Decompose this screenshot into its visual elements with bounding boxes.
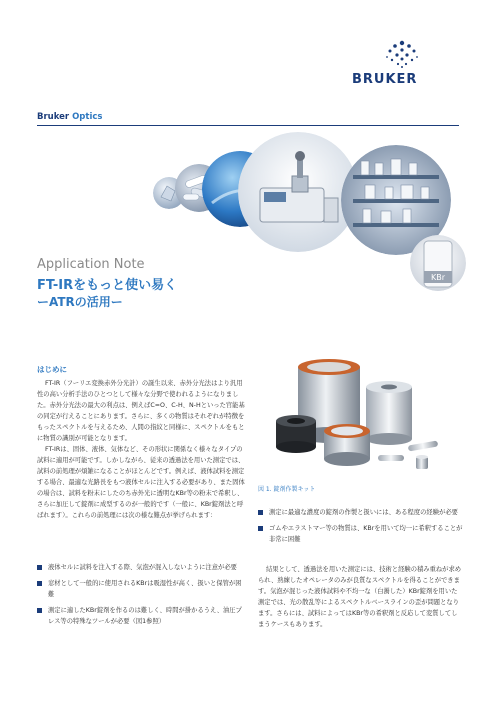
pellet-kit-figure xyxy=(258,357,458,477)
figure-caption: 図 1. 錠剤作製キット xyxy=(258,486,316,493)
list-item: 液体セルに試料を注入する際、気泡が混入しないように注意が必要 xyxy=(37,562,247,573)
company-name xyxy=(37,112,102,122)
list-item: 窓材として一般的に使用されるKBrは吸湿性が高く、扱いと保管が困難 xyxy=(37,578,247,600)
kbr-label: KBr xyxy=(430,273,446,282)
list-item: ゴムやエラストマー等の物質は、KBrを用いて均一に希釈することが非常に困難 xyxy=(258,523,463,545)
conclusion-paragraph xyxy=(258,564,463,630)
brand-wordmark: BRUKER xyxy=(352,72,418,87)
intro-paragraph-1 xyxy=(37,378,247,444)
list-item: 測定に適したKBr錠剤を作るのは難しく、時間が掛かるうえ、油圧プレス等の特殊なツールが必要（図1参照） xyxy=(37,605,247,627)
company-prefix: Bruker xyxy=(37,112,70,122)
kbr-bottle-image xyxy=(410,235,466,291)
drawbacks-list-left xyxy=(37,562,247,632)
section-heading: はじめに xyxy=(37,365,67,374)
list-item: 測定に最適な濃度の錠剤の作製と扱いには、ある程度の経験が必要 xyxy=(258,507,463,518)
spectrometer-image xyxy=(238,132,358,252)
page-subtitle: ーATRの活用ー xyxy=(37,295,123,309)
drawbacks-list-right xyxy=(258,507,463,550)
intro-paragraph-2 xyxy=(37,444,247,521)
paragraph-text: FT-IR（フーリエ変換赤外分光計）の誕生以来、赤外分光法はより汎用性の高い分析手法のひとつとして様々な分野で使われるようになりました。赤外分光法の最大の利点は、例えばC=O、C-H、N-Hといった官能基の同定が行えることにあります。さらに、多くの物質はそれぞれが特徴をもったスペクトルを与えるため、人間の指紋と同様に、スペクトルをもとに物質の識別が可能となります。 xyxy=(37,380,245,442)
document-type: Application Note xyxy=(37,257,145,272)
company-suffix: Optics xyxy=(69,112,103,122)
header-divider xyxy=(37,125,459,126)
paragraph-text: FT-IRは、固体、液体、気体など、その形状に関係なく様々なタイプの試料に適用が可能です。しかしながら、従来の透過法を用いた測定では、試料の前処理が煩雑になることがほとんどです。例えば、液体試料を測定する場合、最適な光路長をもつ液体セルに注入する必要があり、また固体の場合は、試料を粉末にしたのち赤外光に透明なKBr等の粉末で希釈し、さらに加圧して錠剤に成型するのが一般的です（一般に、KBr錠剤法と呼ばれます）。これらの前処理には次の様な難点が挙げられます： xyxy=(37,446,245,519)
page-title: FT-IRをもっと使い易く xyxy=(37,278,178,293)
paragraph-text: 結果として、透過法を用いた測定には、技術と経験の積み重ねが求められ、熟練したオペレータのみが良質なスペクトルを得ることができます。気泡が混じった液体試料や不均一な（白濁した）KBr錠剤を用いた測定では、光の散乱等によるスペクトルベースラインの歪が問題となります。さらには、試料によってはKBr等の希釈剤と反応して変質してしまうケースもあります。 xyxy=(258,566,462,628)
